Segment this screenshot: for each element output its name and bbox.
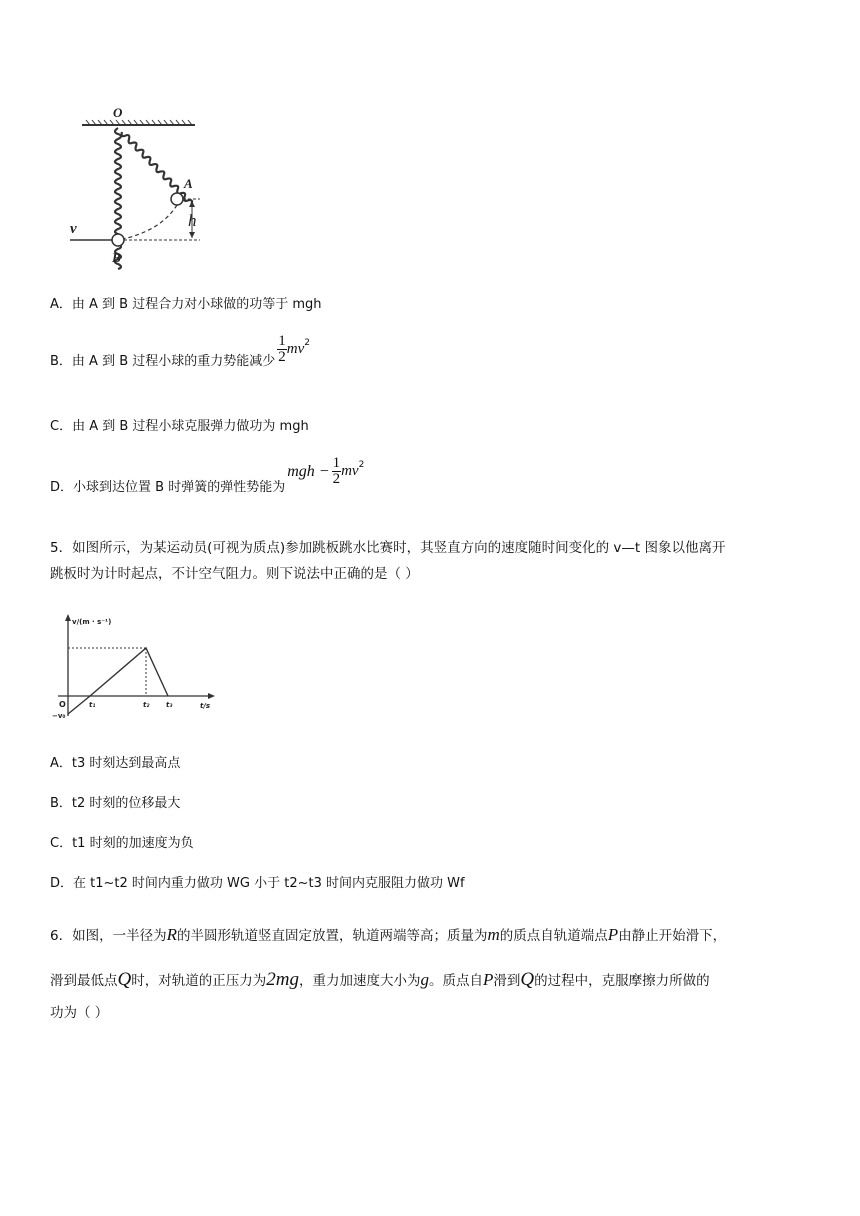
vt-line bbox=[68, 648, 168, 714]
q5-stem-line1: 5．如图所示，为某运动员(可视为质点)参加跳板跳水比赛时，其竖直方向的速度随时间变化的 v—t 图象以他离开 bbox=[50, 540, 726, 556]
q5-stem-line2: 跳板时为计时起点，不计空气阻力。则下说法中正确的是（ ） bbox=[50, 566, 419, 582]
slanted-spring bbox=[120, 130, 193, 205]
graph-t3: t₃ bbox=[166, 701, 173, 709]
ball-b bbox=[112, 234, 124, 246]
q4-option-d bbox=[50, 455, 365, 499]
label-b: B bbox=[112, 250, 121, 265]
q6-line2: 滑到最低点Q时，对轨道的正压力为2mg，重力加速度大小为g。质点自P滑到Q的过程中，克服摩擦力所做的 bbox=[50, 969, 710, 990]
q5-option-a: A．t3 时刻达到最高点 bbox=[50, 756, 181, 771]
q4-option-b bbox=[50, 333, 310, 373]
label-a: A bbox=[184, 176, 193, 191]
label-o: O bbox=[113, 105, 123, 120]
graph-t2: t₂ bbox=[143, 701, 150, 709]
q4-option-c: C．由 A 到 B 过程小球克服弹力做功为 mgh bbox=[50, 419, 309, 434]
q5-option-b: B．t2 时刻的位移最大 bbox=[50, 796, 181, 811]
q6-line3: 功为（ ） bbox=[50, 1005, 109, 1021]
graph-xlabel: t/s bbox=[200, 702, 211, 710]
ball-a bbox=[171, 193, 183, 205]
q6-line1: 6．如图，一半径为R的半圆形轨道竖直固定放置，轨道两端等高；质量为m的质点自轨道端点P由静止开始滑下， bbox=[50, 925, 727, 944]
q4-option-d-text: D．小球到达位置 B 时弹簧的弹性势能为 bbox=[50, 480, 286, 495]
vertical-spring bbox=[115, 128, 121, 269]
q4-option-a: A．由 A 到 B 过程合力对小球做的功等于 mgh bbox=[50, 297, 322, 312]
graph-t1: t₁ bbox=[89, 701, 96, 709]
formula-mgh-minus: mgh − $\frac{1}{2}$ mv $^2$ bbox=[287, 455, 365, 487]
label-v: v bbox=[70, 221, 77, 237]
q5-option-c: C．t1 时刻的加速度为负 bbox=[50, 836, 194, 851]
spring-pendulum-figure bbox=[60, 100, 220, 270]
graph-origin: O bbox=[59, 700, 66, 709]
vt-graph bbox=[52, 612, 222, 724]
q4-option-b-text: B．由 A 到 B 过程小球的重力势能减少 bbox=[50, 354, 276, 369]
graph-ylabel: v/(m · s⁻¹) bbox=[72, 618, 112, 626]
formula-half-mv2: $\frac{1}{2}$ mv $^2$ bbox=[278, 333, 310, 365]
label-h: h bbox=[188, 211, 197, 230]
graph-v0: −v₀ bbox=[52, 712, 66, 720]
q5-option-d: D．在 t1~t2 时间内重力做功 WG 小于 t2~t3 时间内克服阻力做功 Wf bbox=[50, 876, 465, 891]
